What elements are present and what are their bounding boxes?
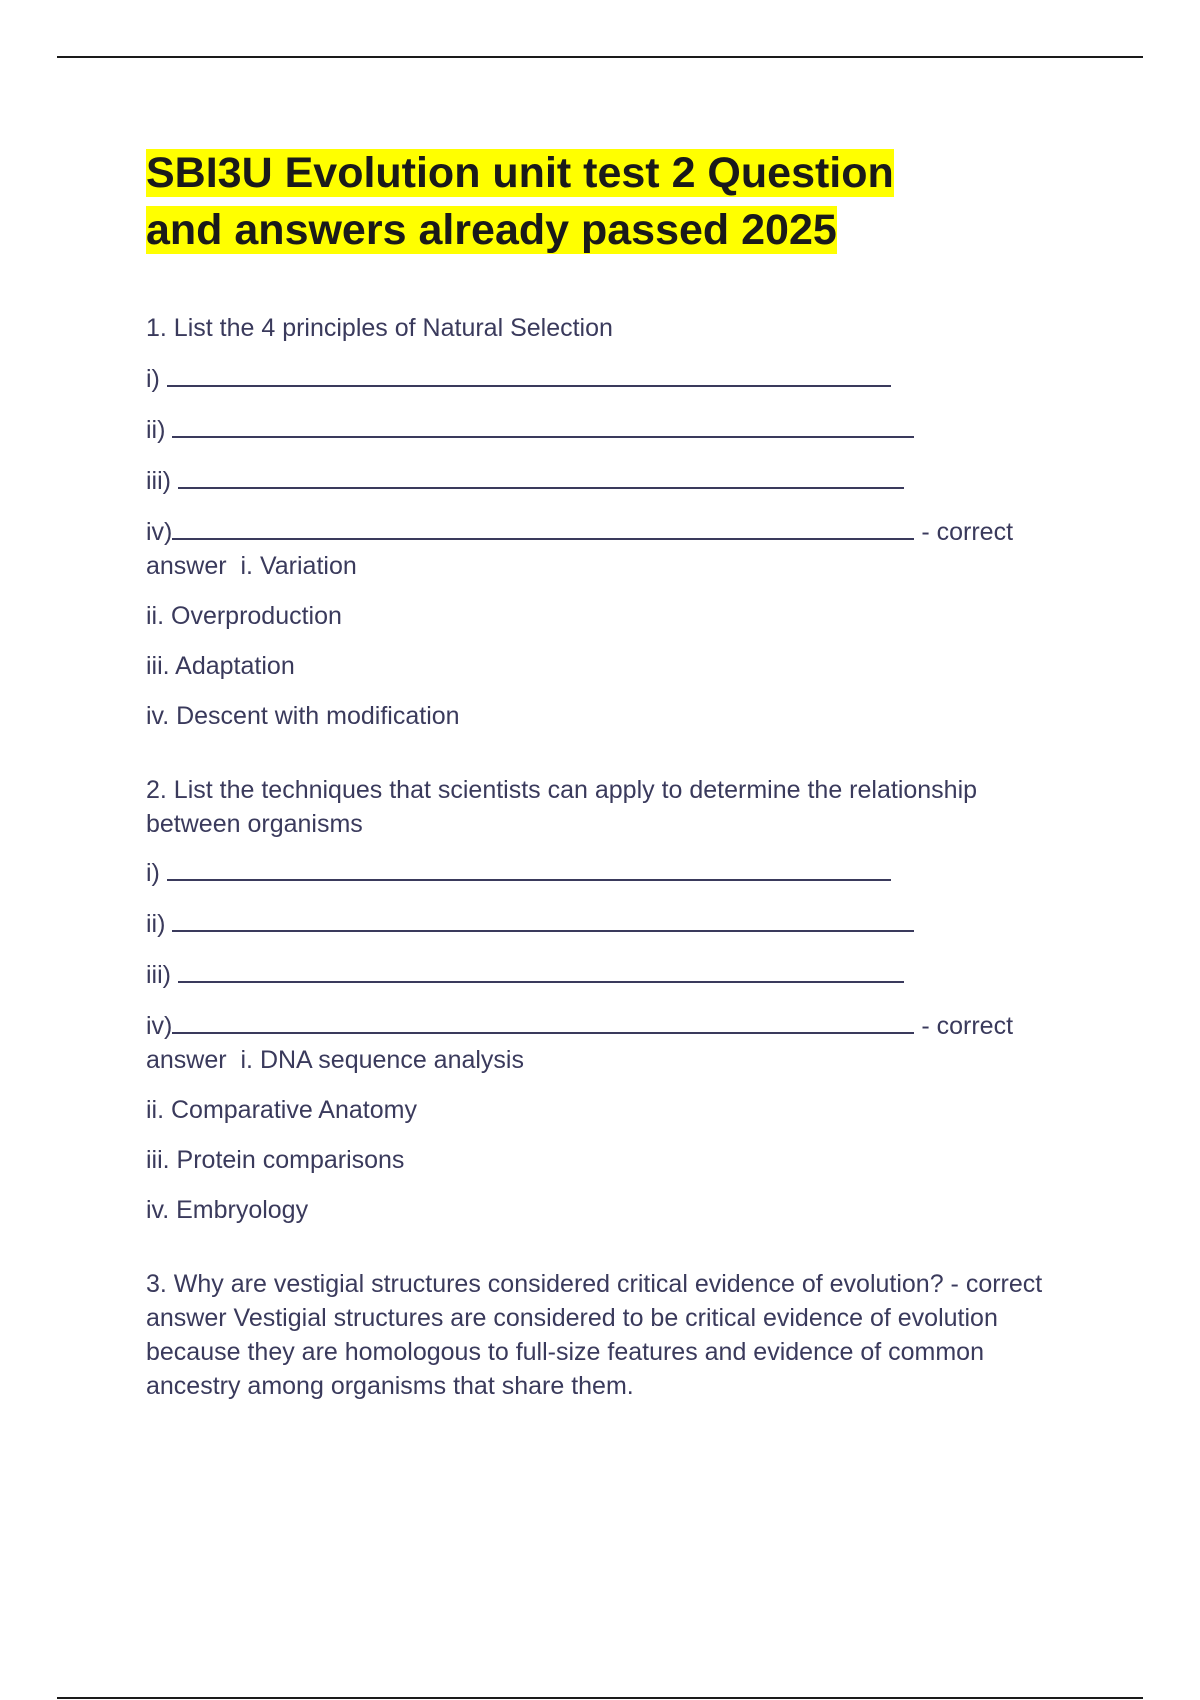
question-2	[146, 773, 1076, 1227]
answer-blank	[167, 855, 891, 881]
question-with-answer: 3. Why are vestigial structures considered critical evidence of evolution? - correct answer Vestigial structures are considered to be critical evidence of evolution because they are homologous to full-size features and evidence of common ancestry among organisms that share them.	[146, 1270, 1043, 1400]
answer-blank	[172, 412, 914, 438]
blank-label: ii)	[146, 416, 166, 444]
answer-item: i. DNA sequence analysis	[240, 1046, 524, 1074]
document-title	[146, 145, 1076, 259]
blank-label: i)	[146, 859, 160, 887]
top-rule	[57, 56, 1143, 58]
blank-line-ii	[146, 412, 1076, 447]
answer-item: i. Variation	[240, 552, 357, 580]
blank-line-iv	[146, 1008, 1076, 1077]
answer-blank	[167, 361, 891, 387]
answer-item: iv. Descent with modification	[146, 702, 460, 730]
blank-label: iv)	[146, 1012, 173, 1040]
answer-item: iv. Embryology	[146, 1196, 309, 1224]
blank-line-i	[146, 855, 1076, 890]
blank-line-ii	[146, 906, 1076, 941]
bottom-rule	[57, 1697, 1143, 1699]
blank-label: iv)	[146, 518, 173, 546]
blank-label: iii)	[146, 467, 171, 495]
answer-item: iii. Adaptation	[146, 652, 295, 680]
blank-line-i	[146, 361, 1076, 396]
question-prompt: 2. List the techniques that scientists can apply to determine the relationship between organisms	[146, 776, 978, 838]
document-body	[146, 145, 1076, 1403]
answer-blank	[178, 957, 904, 983]
blank-line-iii	[146, 957, 1076, 992]
question-3	[146, 1267, 1076, 1403]
title-line-2: and answers already passed 2025	[146, 206, 837, 254]
answer-blank	[172, 906, 914, 932]
answer-item: ii. Overproduction	[146, 602, 342, 630]
answer-item: ii. Comparative Anatomy	[146, 1096, 417, 1124]
blank-label: i)	[146, 365, 160, 393]
blank-line-iv	[146, 514, 1076, 583]
question-1	[146, 311, 1076, 733]
correct-suffix: - correct	[921, 1012, 1014, 1040]
blank-line-iii	[146, 463, 1076, 498]
answer-item: iii. Protein comparisons	[146, 1146, 405, 1174]
blank-label: ii)	[146, 910, 166, 938]
question-prompt: 1. List the 4 principles of Natural Selection	[146, 314, 613, 342]
answer-blank	[172, 1008, 914, 1034]
title-line-1: SBI3U Evolution unit test 2 Question	[146, 149, 894, 197]
answer-prefix: answer	[146, 1046, 227, 1074]
answer-blank	[172, 514, 914, 540]
blank-label: iii)	[146, 961, 171, 989]
answer-prefix: answer	[146, 552, 227, 580]
answer-blank	[178, 463, 904, 489]
correct-suffix: - correct	[921, 518, 1014, 546]
